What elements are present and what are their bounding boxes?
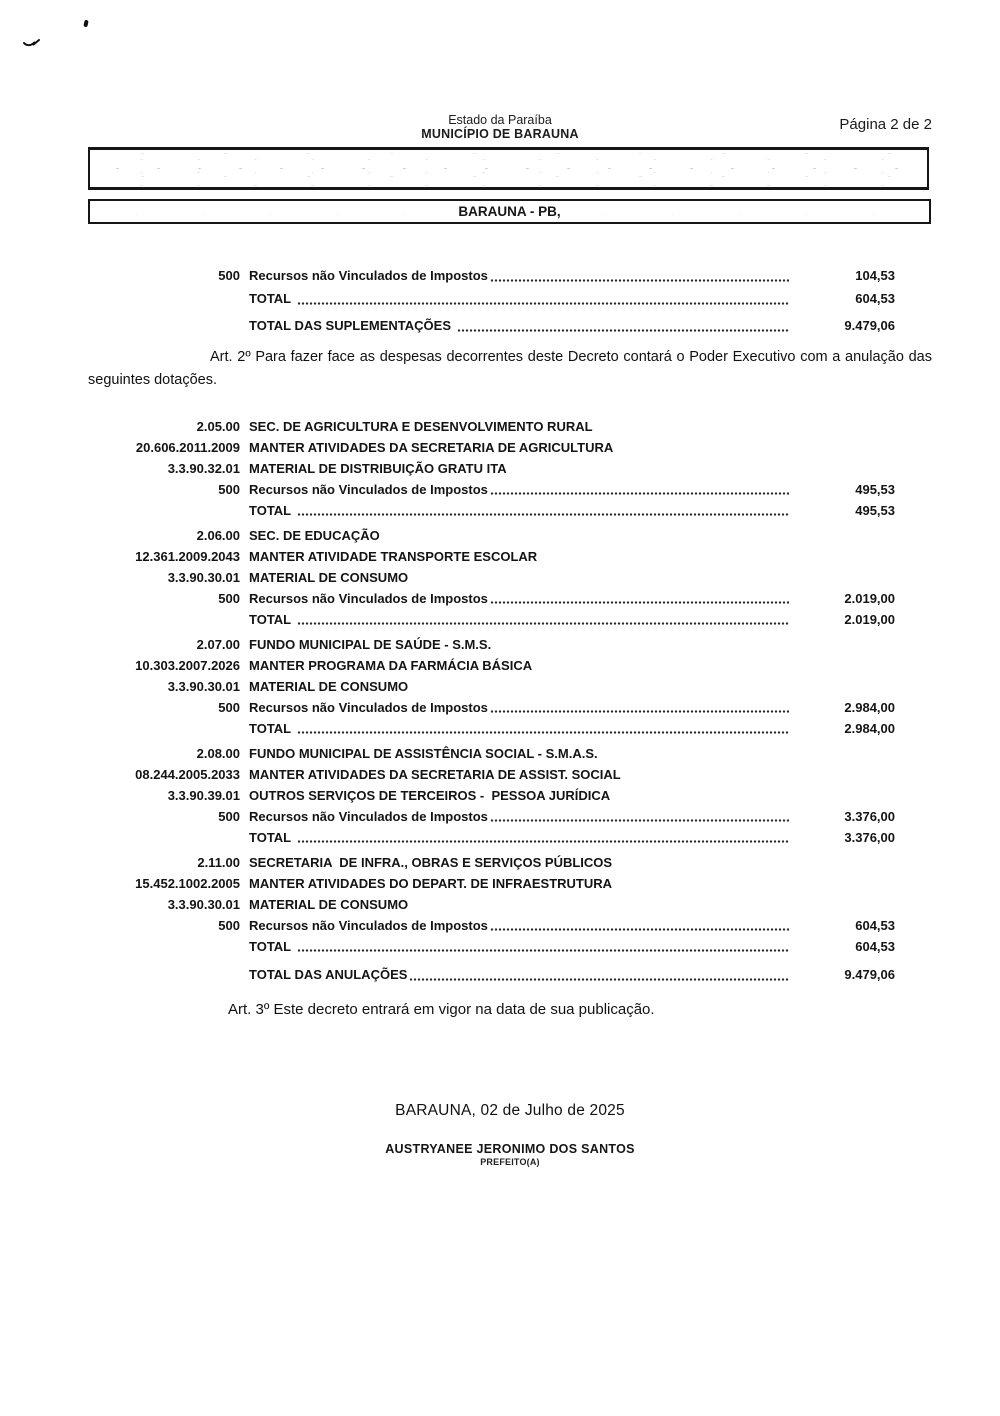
row-code: 500 [218,700,240,715]
anulacoes-sections [88,416,932,957]
row-label: FUNDO MUNICIPAL DE SAÚDE - S.M.S. [249,637,492,652]
row-label: TOTAL [249,939,295,954]
row-value: 495,53 [855,482,895,497]
city-bar-text: BARAUNA - PB, [458,204,561,219]
dotted-leader [490,279,789,282]
dotted-leader [490,492,789,495]
budget-row [88,697,932,718]
budget-row [88,567,932,588]
header-state-line: Estado da Paraíba [448,113,552,127]
budget-row [88,500,932,521]
budget-row [88,806,932,827]
budget-row [88,785,932,806]
row-code: 08.244.2005.2033 [135,767,240,782]
budget-row [88,827,932,848]
row-label: TOTAL DAS ANULAÇÕES [249,967,408,982]
row-label: Recursos não Vinculados de Impostos [249,482,488,497]
row-code: 500 [218,809,240,824]
dotted-leader [490,601,789,604]
row-code: 500 [218,482,240,497]
budget-row [88,525,932,546]
row-label: MANTER PROGRAMA DA FARMÁCIA BÁSICA [249,658,533,673]
row-label: TOTAL [249,721,295,736]
row-code: 3.3.90.32.01 [167,461,240,476]
row-label: MANTER ATIVIDADES DA SECRETARIA DE ASSIST. SOCIAL [249,767,621,782]
budget-section [88,416,932,521]
row-code: 3.3.90.30.01 [167,570,240,585]
row-label: Recursos não Vinculados de Impostos [249,591,488,606]
budget-row [88,915,932,936]
row-code: 3.3.90.30.01 [167,897,240,912]
row-value: 3.376,00 [844,830,895,845]
row-label: SECRETARIA DE INFRA., OBRAS E SERVIÇOS PÚBLICOS [249,855,613,870]
budget-row [88,676,932,697]
total-anulacoes-row [88,963,932,986]
row-value: 604,53 [855,291,895,306]
row-value: 9.479,06 [844,967,895,982]
row-code: 2.06.00 [196,528,240,543]
row-label: SEC. DE EDUCAÇÃO [249,528,380,543]
document-body [88,264,932,1167]
scan-noise-box [88,147,929,190]
article-2-text: Art. 2º Para fazer face as despesas decorrentes deste Decreto contará o Poder Executivo com a anulação das seguintes dotações. [88,349,932,388]
row-label: TOTAL [249,612,295,627]
dotted-leader [490,710,789,713]
budget-row [88,314,932,337]
budget-row [88,963,932,986]
row-label: MATERIAL DE DISTRIBUIÇÃO GRATU ITA [249,461,507,476]
budget-row [88,743,932,764]
budget-row [88,437,932,458]
row-label: TOTAL DAS SUPLEMENTAÇÕES [249,318,455,333]
budget-row [88,264,932,287]
row-code: 3.3.90.30.01 [167,679,240,694]
row-label: OUTROS SERVIÇOS DE TERCEIROS - PESSOA JURÍDICA [249,788,611,803]
budget-section [88,852,932,957]
dotted-leader [297,731,790,734]
budget-section [88,743,932,848]
dotted-leader [490,819,789,822]
row-label: Recursos não Vinculados de Impostos [249,268,488,283]
dotted-leader [297,840,790,843]
city-bar [88,199,931,224]
budget-row [88,546,932,567]
row-value: 2.984,00 [844,700,895,715]
signature-block [88,1142,932,1167]
row-label: MATERIAL DE CONSUMO [249,570,409,585]
row-label: TOTAL [249,830,295,845]
row-value: 2.019,00 [844,591,895,606]
row-label: MATERIAL DE CONSUMO [249,679,409,694]
header-municipality-line: MUNICÍPIO DE BARAUNA [421,126,579,141]
row-code: 2.11.00 [197,855,240,870]
budget-row [88,936,932,957]
row-label: Recursos não Vinculados de Impostos [249,918,488,933]
dotted-leader [457,329,789,332]
row-code: 20.606.2011.2009 [135,440,240,455]
row-label: TOTAL [249,503,295,518]
row-label: MANTER ATIVIDADES DA SECRETARIA DE AGRICULTURA [249,440,614,455]
row-value: 2.019,00 [844,612,895,627]
row-code: 2.08.00 [196,746,240,761]
row-value: 9.479,06 [844,318,895,333]
row-label: MANTER ATIVIDADE TRANSPORTE ESCOLAR [249,549,538,564]
row-code: 500 [218,918,240,933]
budget-row [88,479,932,500]
budget-row [88,287,932,310]
row-code: 10.303.2007.2026 [135,658,240,673]
dotted-leader [490,928,789,931]
row-code: 500 [218,268,240,283]
row-code: 2.05.00 [196,419,240,434]
budget-row [88,852,932,873]
budget-row [88,718,932,739]
row-label: Recursos não Vinculados de Impostos [249,809,488,824]
row-code: 3.3.90.39.01 [167,788,240,803]
row-code: 15.452.1002.2005 [135,876,240,891]
pen-dot-mark [83,20,88,28]
budget-section [88,634,932,739]
row-label: MATERIAL DE CONSUMO [249,897,409,912]
row-label: MANTER ATIVIDADES DO DEPART. DE INFRAESTRUTURA [249,876,613,891]
budget-row [88,655,932,676]
signer-name: AUSTRYANEE JERONIMO DOS SANTOS [385,1142,635,1156]
row-label: TOTAL [249,291,295,306]
budget-section [88,525,932,630]
signer-title: PREFEITO(A) [480,1157,540,1167]
budget-row [88,634,932,655]
row-code: 500 [218,591,240,606]
budget-row [88,894,932,915]
row-value: 104,53 [855,268,895,283]
row-label: Recursos não Vinculados de Impostos [249,700,488,715]
budget-row [88,764,932,785]
suplementacoes-list [88,264,932,337]
row-label: SEC. DE AGRICULTURA E DESENVOLVIMENTO RURAL [249,419,593,434]
dotted-leader [297,513,790,516]
page-indicator: Página 2 de 2 [839,116,932,133]
dotted-leader [409,978,789,981]
row-code: 12.361.2009.2043 [135,549,240,564]
row-value: 604,53 [855,939,895,954]
budget-row [88,588,932,609]
article-3-text: Art. 3º Este decreto entrará em vigor na data de sua publicação. [228,1001,655,1018]
row-value: 2.984,00 [844,721,895,736]
row-code: 2.07.00 [196,637,240,652]
row-value: 495,53 [855,503,895,518]
row-label: FUNDO MUNICIPAL DE ASSISTÊNCIA SOCIAL - S.M.A.S. [249,746,598,761]
pen-scribble-icon [22,30,54,48]
budget-row [88,873,932,894]
budget-row [88,458,932,479]
dotted-leader [297,302,790,305]
row-value: 604,53 [855,918,895,933]
budget-row [88,609,932,630]
dotted-leader [297,949,790,952]
place-date-line: BARAUNA, 02 de Julho de 2025 [395,1102,625,1119]
budget-row [88,416,932,437]
dotted-leader [297,622,790,625]
row-value: 3.376,00 [844,809,895,824]
